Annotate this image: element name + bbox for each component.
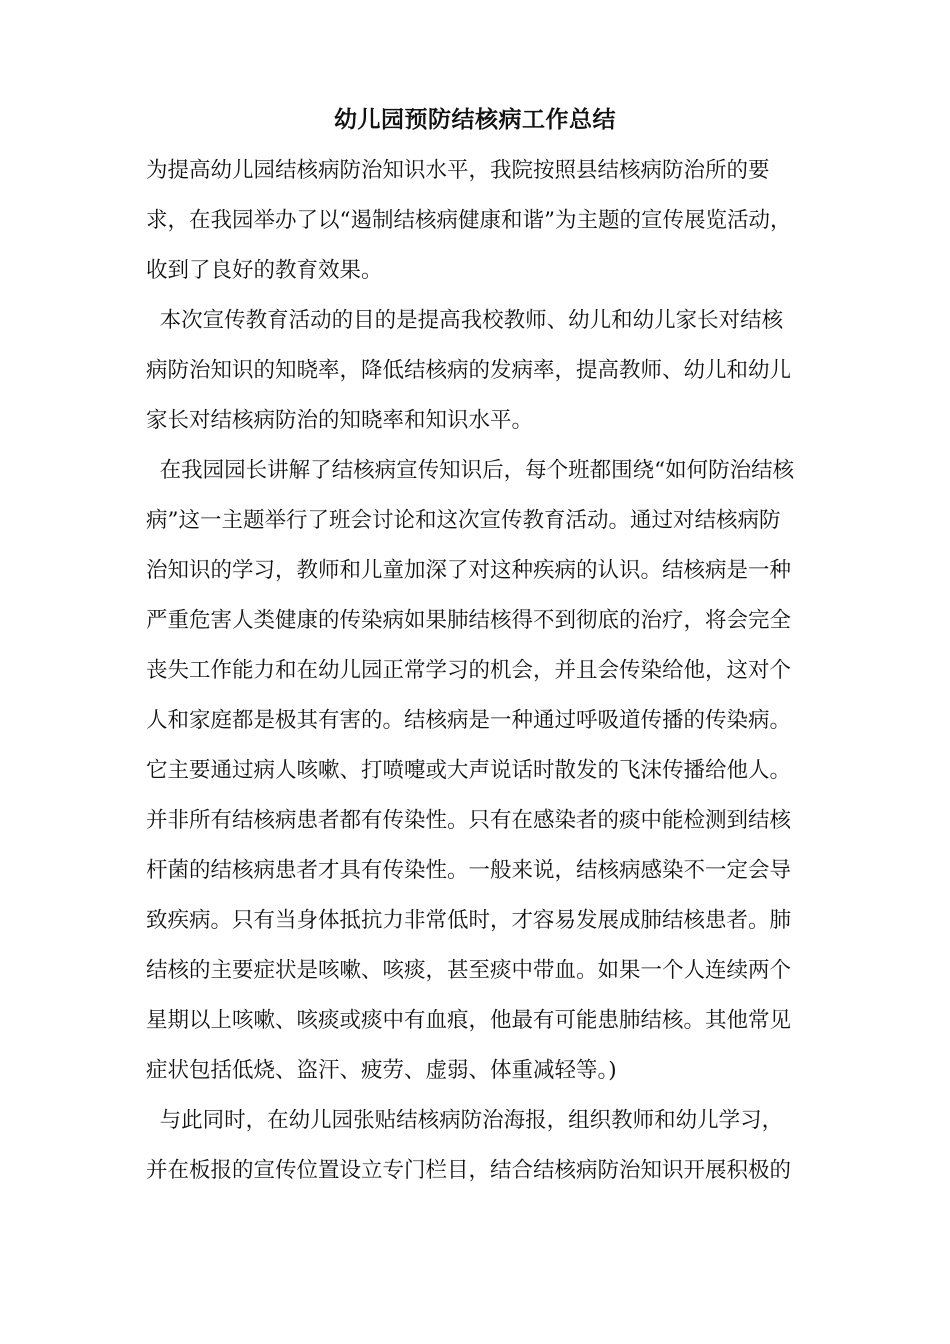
text-line: 它主要通过病人咳嗽、打喷嚏或大声说话时散发的飞沫传播给他人。: [146, 758, 792, 783]
text-line: 治知识的学习，教师和儿童加深了对这种疾病的认识。结核病是一种: [146, 558, 792, 583]
text-line: 结核的主要症状是咳嗽、咳痰，甚至痰中带血。如果一个人连续两个: [146, 958, 792, 983]
text-line: 求，在我园举办了以“遏制结核病健康和谐”为主题的宣传展览活动，: [146, 208, 792, 233]
text-line: 与此同时，在幼儿园张贴结核病防治海报，组织教师和幼儿学习，: [146, 1108, 784, 1133]
text-line: 在我园园长讲解了结核病宣传知识后，每个班都围绕“如何防治结核: [146, 458, 795, 483]
text-line: 为提高幼儿园结核病防治知识水平，我院按照县结核病防治所的要: [146, 158, 770, 183]
document-body: [146, 150, 816, 1200]
text-line: 致疾病。只有当身体抵抗力非常低时，才容易发展成肺结核患者。肺: [146, 908, 792, 933]
text-line: 病防治知识的知晓率，降低结核病的发病率，提高教师、幼儿和幼儿: [146, 358, 792, 383]
text-line: 病”这一主题举行了班会讨论和这次宣传教育活动。通过对结核病防: [146, 508, 781, 533]
text-line: 本次宣传教育活动的目的是提高我校教师、幼儿和幼儿家长对结核: [146, 308, 784, 333]
document-title: 幼儿园预防结核病工作总结: [334, 106, 616, 133]
text-line: 人和家庭都是极其有害的。结核病是一种通过呼吸道传播的传染病。: [146, 708, 792, 733]
text-line: 收到了良好的教育效果。: [146, 258, 383, 283]
text-line: 严重危害人类健康的传染病如果肺结核得不到彻底的治疗，将会完全: [146, 608, 792, 633]
text-line: 家长对结核病防治的知晓率和知识水平。: [146, 408, 534, 433]
text-line: 杆菌的结核病患者才具有传染性。一般来说，结核病感染不一定会导: [146, 858, 792, 883]
text-line: 丧失工作能力和在幼儿园正常学习的机会，并且会传染给他，这对个: [146, 658, 792, 683]
text-line: 症状包括低烧、盗汗、疲劳、虚弱、体重减轻等。): [146, 1058, 617, 1083]
text-line: 星期以上咳嗽、咳痰或痰中有血痕，他最有可能患肺结核。其他常见: [146, 1008, 792, 1033]
text-line: 并非所有结核病患者都有传染性。只有在感染者的痰中能检测到结核: [146, 808, 792, 833]
text-line: 并在板报的宣传位置设立专门栏目，结合结核病防治知识开展积极的: [146, 1158, 792, 1183]
